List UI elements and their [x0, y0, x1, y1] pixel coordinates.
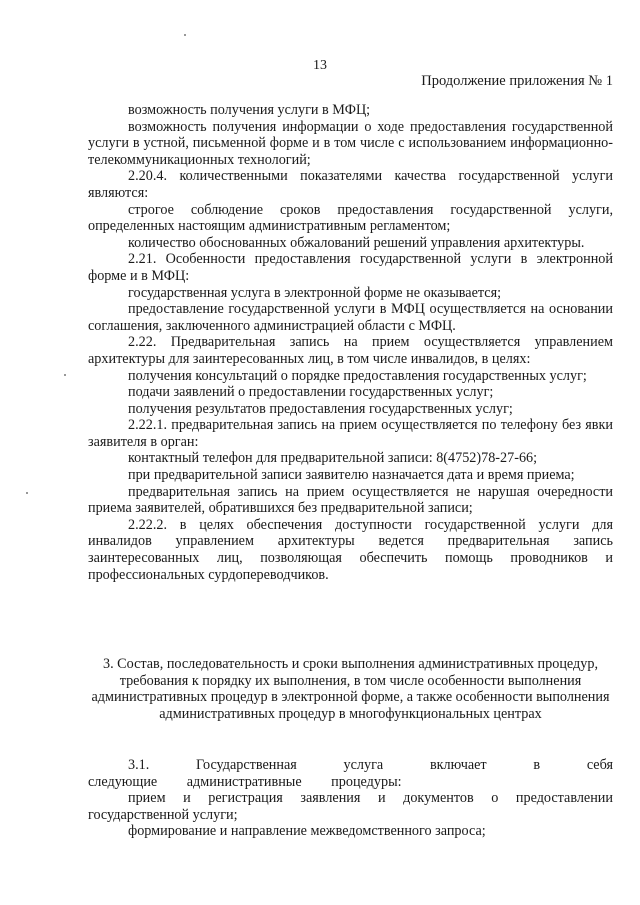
scan-speck: [26, 492, 28, 494]
paragraph: прием и регистрация заявления и документов о предоставлении государственной услуги;: [88, 790, 613, 823]
paragraph: 2.22.2. в целях обеспечения доступности государственной услуги для инвалидов управлением архитектуры ведется предварительная запись заинтересованных лиц, позволяющая обеспечить помощь проводников и профессиональных сурдопереводчиков.: [88, 516, 613, 583]
paragraph: возможность получения информации о ходе предоставления государственной услуги в устной, письменной форме и в том числе с использованием информационно-телекоммуникационных технологий;: [88, 118, 613, 168]
paragraph: получения консультаций о порядке предоставления государственных услуг;: [128, 367, 587, 384]
paragraph: государственная услуга в электронной форме не оказывается;: [128, 284, 502, 301]
paragraph: 2.20.4. количественными показателями качества государственной услуги являются:: [88, 168, 613, 201]
scan-speck: [184, 34, 186, 36]
scan-speck: [64, 374, 66, 376]
paragraph: формирование и направление межведомственного запроса;: [128, 823, 486, 840]
section-3-heading: 3. Состав, последовательность и сроки выполнения административных процедур, требования к порядку их выполнения, в том числе особенности выполнения административных процедур в электронной форме, а также особенности выполнения административных процедур в многофункциональных центрах: [91, 656, 610, 722]
paragraph: 2.22.1. предварительная запись на прием осуществляется по телефону без явки заявителя в орган:: [88, 417, 613, 450]
paragraph: подачи заявлений о предоставлении государственных услуг;: [128, 384, 494, 401]
paragraph: предварительная запись на прием осуществляется не нарушая очередности приема заявителей, обратившихся без предварительной записи;: [88, 483, 613, 517]
paragraph: возможность получения услуги в МФЦ;: [128, 102, 371, 118]
paragraph: количество обоснованных обжалований решений управления архитектуры.: [128, 234, 585, 251]
paragraph: 3.1. Государственная услуга включает в себя следующие административные процедуры:: [88, 757, 613, 790]
document-body: [88, 102, 613, 583]
page-number: 13: [313, 58, 327, 73]
paragraph: получения результатов предоставления государственных услуг;: [128, 400, 513, 417]
section-3-body: [88, 757, 613, 840]
paragraph: предоставление государственной услуги в МФЦ осуществляется на основании соглашения, заключенного администрацией области с МФЦ.: [88, 301, 613, 334]
paragraph: 2.22. Предварительная запись на прием осуществляется управлением архитектуры для заинтересованных лиц, в том числе инвалидов, в целях:: [88, 334, 613, 367]
paragraph: при предварительной записи заявителю назначается дата и время приема;: [128, 467, 575, 484]
paragraph: строгое соблюдение сроков предоставления государственной услуги, определенных настоящим административным регламентом;: [88, 201, 613, 235]
paragraph: контактный телефон для предварительной записи: 8(4752)78-27-66;: [128, 450, 538, 467]
paragraph: 2.21. Особенности предоставления государственной услуги в электронной форме и в МФЦ:: [88, 251, 613, 284]
appendix-continuation-label: Продолжение приложения № 1: [421, 73, 613, 89]
